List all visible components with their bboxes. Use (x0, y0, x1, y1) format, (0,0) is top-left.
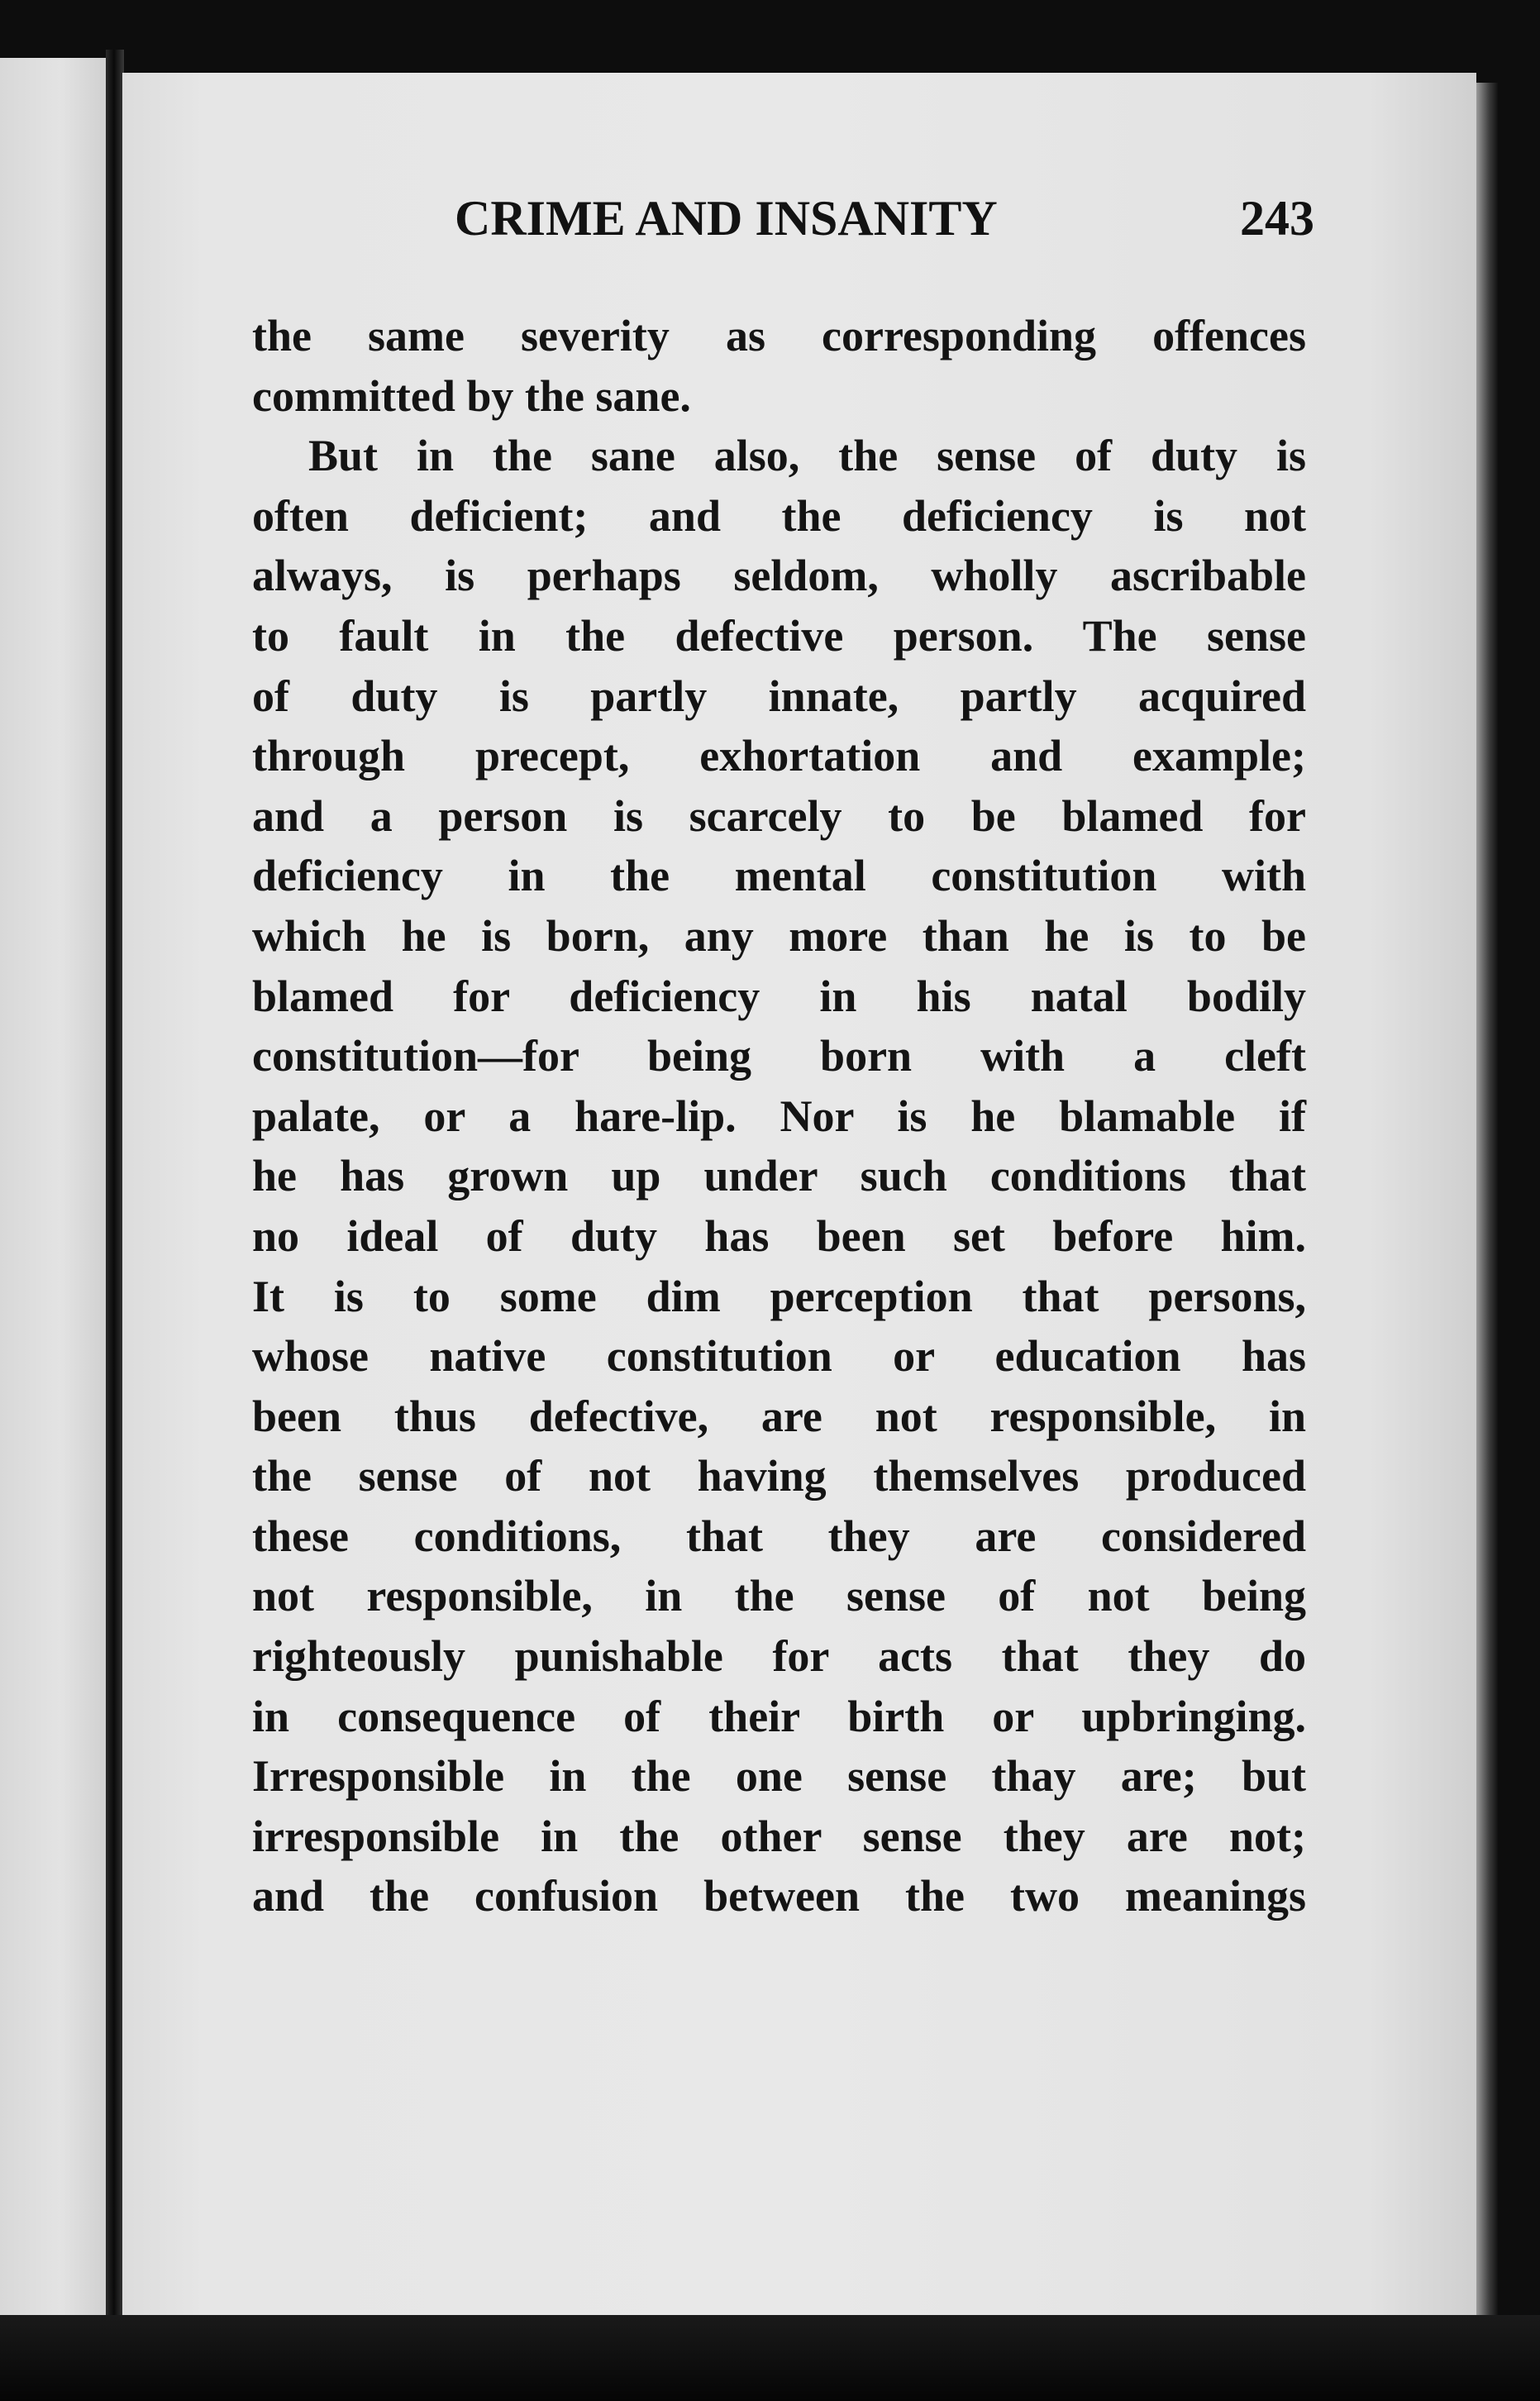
text-line: the same severity as corresponding offences (252, 311, 1306, 360)
text-line: It is to some dim perception that persons, (252, 1271, 1306, 1321)
text-line: But in the sane also, the sense of duty is (308, 431, 1306, 481)
text-line: constitution—for being born with a cleft (252, 1031, 1306, 1081)
text-line: these conditions, that they are considered (252, 1511, 1306, 1561)
text-line: blamed for deficiency in his natal bodily (252, 971, 1306, 1021)
text-line: to fault in the defective person. The sense (252, 610, 1306, 661)
scan-bottom-shadow (0, 2315, 1540, 2401)
text-line: always, is perhaps seldom, wholly ascribable (252, 551, 1306, 601)
page-number: 243 (1240, 191, 1314, 246)
text-line: and the confusion between the two meanings (252, 1871, 1306, 1921)
book-gutter (106, 50, 124, 2332)
running-head-title: CRIME AND INSANITY (455, 191, 998, 246)
previous-page-edge (0, 58, 109, 2315)
text-line: palate, or a hare-lip. Nor is he blamable if (252, 1091, 1306, 1141)
text-line: no ideal of duty has been set before him. (252, 1210, 1306, 1261)
text-line: of duty is partly innate, partly acquired (252, 671, 1306, 721)
text-line: which he is born, any more than he is to be (252, 910, 1306, 961)
running-head (248, 190, 1314, 265)
body-text (252, 306, 1306, 1959)
text-line: in consequence of their birth or upbringing. (252, 1691, 1306, 1741)
text-line: the sense of not having themselves produced (252, 1451, 1306, 1501)
text-line: whose native constitution or education has (252, 1331, 1306, 1382)
text-line: irresponsible in the other sense they are not; (252, 1811, 1306, 1861)
text-line: committed by the sane. (252, 370, 691, 421)
text-line: been thus defective, are not responsible, in (252, 1391, 1306, 1441)
text-line: deficiency in the mental constitution with (252, 851, 1306, 901)
page-right-edge (1476, 83, 1498, 2315)
text-line: and a person is scarcely to be blamed for (252, 790, 1306, 841)
text-line: Irresponsible in the one sense thay are; but (252, 1751, 1306, 1802)
text-line: not responsible, in the sense of not being (252, 1571, 1306, 1621)
text-line: through precept, exhortation and example; (252, 731, 1306, 781)
text-line: he has grown up under such conditions that (252, 1151, 1306, 1201)
text-line: often deficient; and the deficiency is not (252, 490, 1306, 541)
text-line: righteously punishable for acts that they do (252, 1631, 1306, 1682)
